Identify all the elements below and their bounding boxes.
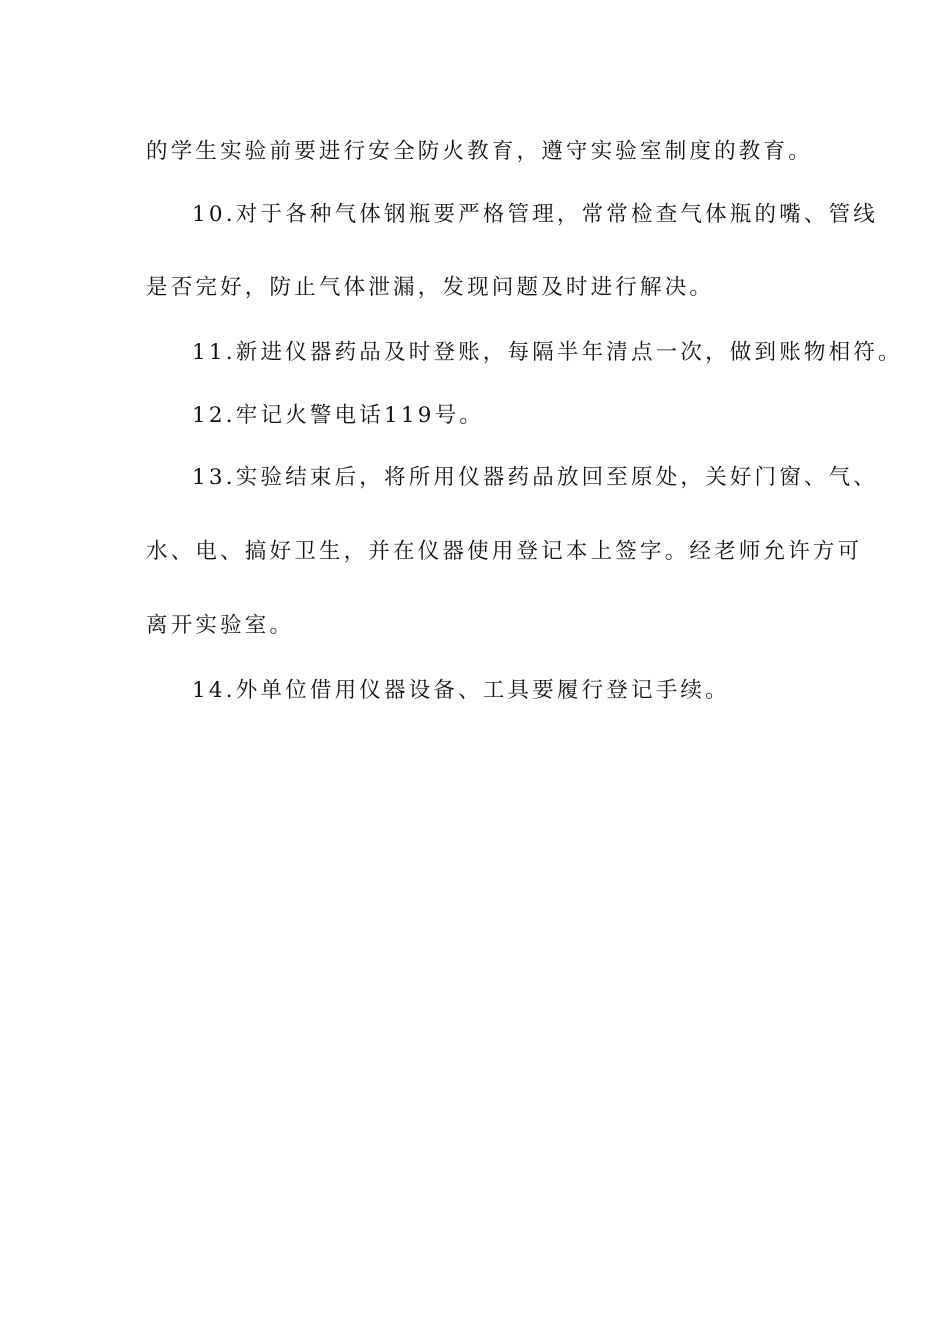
paragraph-13-line-2: 水、电、搞好卫生，并在仪器使用登记本上签字。经老师允许方可	[146, 539, 863, 564]
paragraph-9-continuation: 的学生实验前要进行安全防火教育，遵守实验室制度的教育。	[146, 139, 813, 164]
paragraph-10-line-2: 是否完好，防止气体泄漏，发现问题及时进行解决。	[146, 275, 715, 300]
paragraph-12: 12.牢记火警电话119号。	[192, 403, 485, 428]
paragraph-10-line-1: 10.对于各种气体钢瓶要严格管理，常常检查气体瓶的嘴、管线	[192, 202, 878, 227]
paragraph-13-line-1: 13.实验结束后，将所用仪器药品放回至原处，关好门窗、气、	[192, 465, 878, 490]
paragraph-14: 14.外单位借用仪器设备、工具要履行登记手续。	[192, 678, 730, 703]
paragraph-13-line-3: 离开实验室。	[146, 613, 295, 638]
paragraph-11: 11.新进仪器药品及时登账，每隔半年清点一次，做到账物相符。	[192, 340, 903, 365]
